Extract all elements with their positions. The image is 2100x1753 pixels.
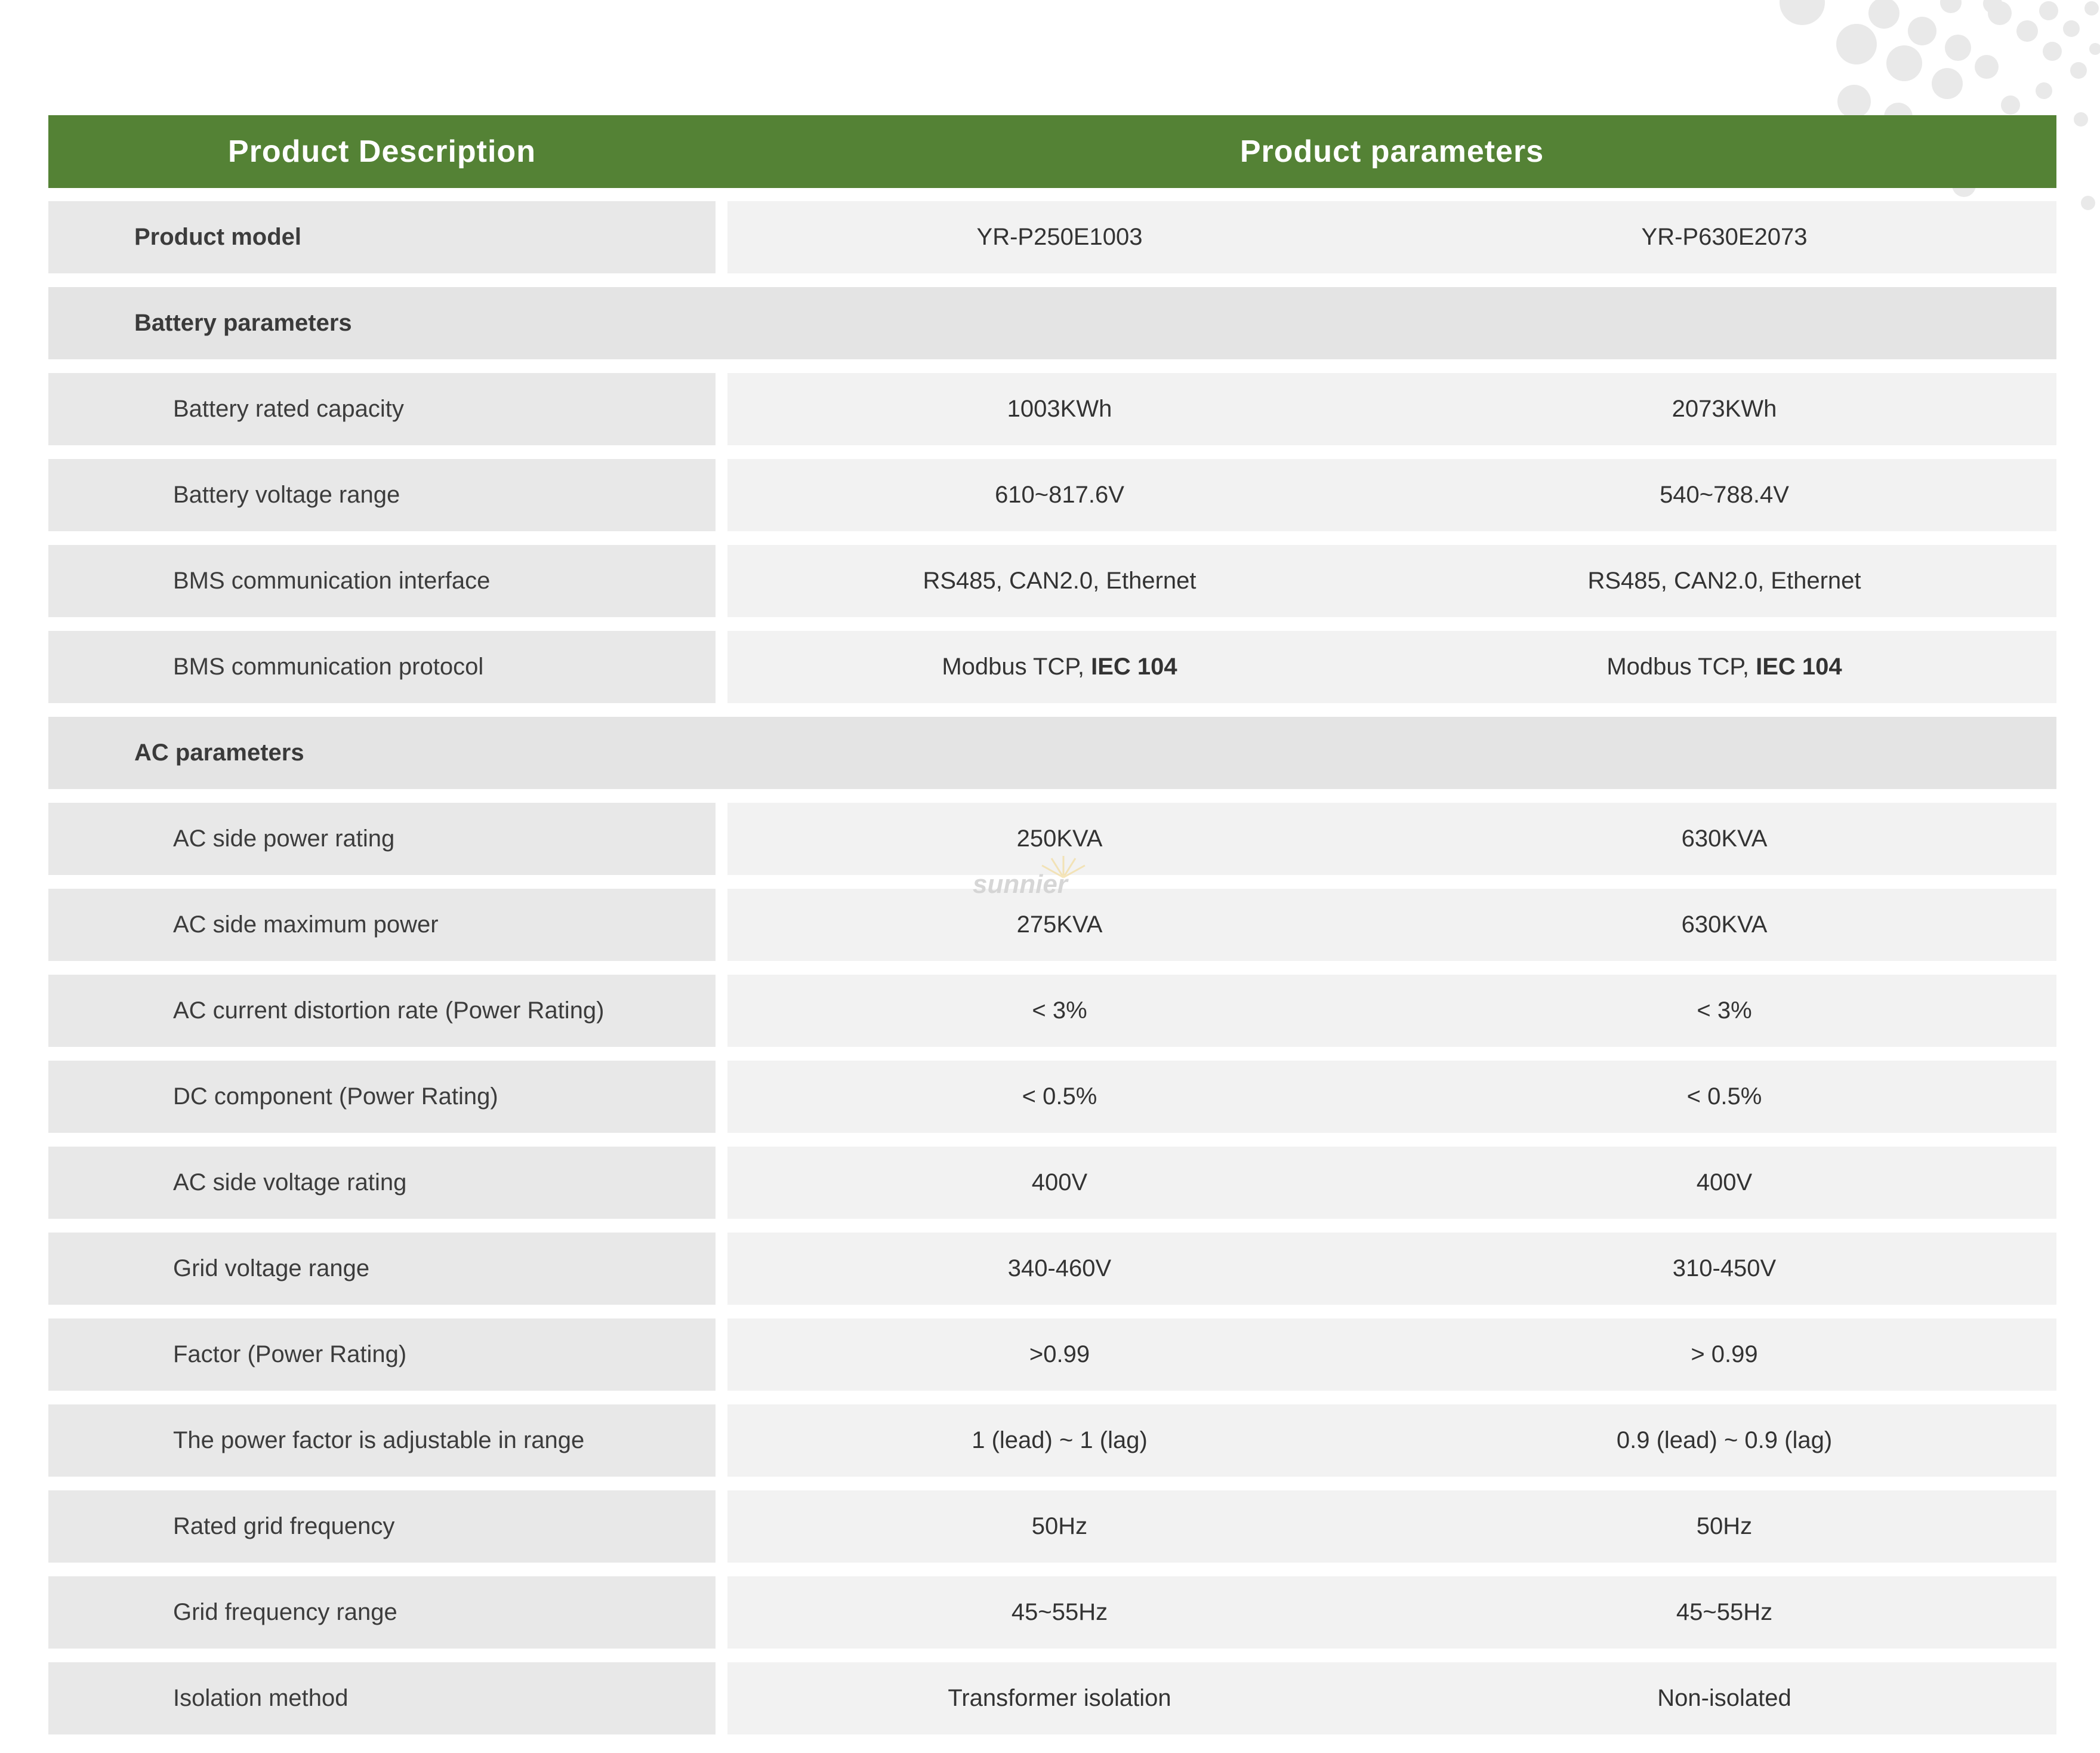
- table-row: [48, 1490, 2056, 1563]
- value-col-1: RS485, CAN2.0, Ethernet: [923, 568, 1197, 594]
- row-values: [727, 459, 2056, 531]
- value-col-2: > 0.99: [1691, 1341, 1758, 1367]
- value-col-2: 0.9 (lead) ~ 0.9 (lag): [1616, 1427, 1833, 1453]
- row-label: Battery rated capacity: [48, 373, 716, 445]
- value-prefix: Modbus TCP,: [942, 654, 1091, 680]
- row-values: [727, 1061, 2056, 1133]
- value-col-2: 630KVA: [1681, 825, 1768, 852]
- row-values: [727, 975, 2056, 1047]
- row-label: Grid voltage range: [48, 1233, 716, 1305]
- value-col-1: >0.99: [1029, 1341, 1090, 1367]
- row-label: Grid frequency range: [48, 1576, 716, 1649]
- table-row: [48, 1576, 2056, 1649]
- value-col-2: Non-isolated: [1657, 1685, 1791, 1711]
- value-col-2: [1392, 631, 2056, 703]
- value-bold: IEC 104: [1756, 654, 1842, 680]
- value-col-2: 310-450V: [1672, 1255, 1777, 1281]
- table-row: [48, 459, 2056, 531]
- row-label: Factor (Power Rating): [48, 1318, 716, 1391]
- header-product-parameters: Product parameters: [1239, 134, 1544, 169]
- value-col-1: [727, 631, 1392, 703]
- value-col-1: 50Hz: [1031, 1513, 1088, 1539]
- table-header: [48, 115, 2056, 188]
- value-col-1: 400V: [1031, 1169, 1088, 1196]
- value-bold: IEC 104: [1091, 654, 1177, 680]
- value-col-1: 1003KWh: [1007, 396, 1112, 422]
- table-row: [48, 1318, 2056, 1391]
- value-col-2: 400V: [1696, 1169, 1753, 1196]
- value-prefix: Modbus TCP,: [1606, 654, 1756, 680]
- value-col-1: 610~817.6V: [995, 482, 1124, 508]
- table-row: [48, 1061, 2056, 1133]
- table-row: [48, 1147, 2056, 1219]
- table-row: [48, 631, 2056, 703]
- row-label: AC side maximum power: [48, 889, 716, 961]
- table-row: [48, 373, 2056, 445]
- value-col-2: 630KVA: [1681, 911, 1768, 938]
- row-label: Battery voltage range: [48, 459, 716, 531]
- value-col-2: < 0.5%: [1686, 1083, 1762, 1110]
- row-label: BMS communication protocol: [48, 631, 716, 703]
- row-label: AC current distortion rate (Power Rating): [48, 975, 716, 1047]
- value-col-1: < 3%: [1032, 997, 1087, 1024]
- value-col-1: Transformer isolation: [948, 1685, 1171, 1711]
- watermark-text: sunnier: [973, 870, 1068, 899]
- value-col-1: 250KVA: [1016, 825, 1103, 852]
- table-row: [48, 975, 2056, 1047]
- row-label: BMS communication interface: [48, 545, 716, 617]
- table-row-product-model: [48, 201, 2056, 273]
- table-row: [48, 1662, 2056, 1734]
- section-ac-parameters: AC parameters: [48, 717, 2056, 789]
- row-values: [727, 1662, 2056, 1734]
- value-col-2: 50Hz: [1696, 1513, 1753, 1539]
- header-product-description: Product Description: [228, 134, 536, 169]
- value-col-2: < 3%: [1697, 997, 1752, 1024]
- row-values: [727, 889, 2056, 961]
- row-values: [727, 1576, 2056, 1649]
- row-values: [727, 1490, 2056, 1563]
- row-label: The power factor is adjustable in range: [48, 1404, 716, 1477]
- value-col-2: RS485, CAN2.0, Ethernet: [1587, 568, 1861, 594]
- table-row: [48, 1233, 2056, 1305]
- value-col-2: 45~55Hz: [1676, 1599, 1773, 1625]
- sunnier-watermark-logo: [968, 854, 1123, 901]
- value-model-1: YR-P250E1003: [976, 224, 1143, 250]
- row-label: AC side voltage rating: [48, 1147, 716, 1219]
- row-values: [727, 1318, 2056, 1391]
- value-col-2: 2073KWh: [1672, 396, 1777, 422]
- table-row: [48, 545, 2056, 617]
- row-values: [727, 1233, 2056, 1305]
- row-values: [727, 803, 2056, 875]
- value-model-2: YR-P630E2073: [1641, 224, 1808, 250]
- row-label: Isolation method: [48, 1662, 716, 1734]
- section-battery-parameters: Battery parameters: [48, 287, 2056, 359]
- row-values: [727, 545, 2056, 617]
- row-values: [727, 1147, 2056, 1219]
- value-col-1: 340-460V: [1007, 1255, 1112, 1281]
- row-label: DC component (Power Rating): [48, 1061, 716, 1133]
- value-col-1: 275KVA: [1016, 911, 1103, 938]
- value-col-1: < 0.5%: [1022, 1083, 1097, 1110]
- table-row: [48, 1404, 2056, 1477]
- row-label: Rated grid frequency: [48, 1490, 716, 1563]
- value-col-1: 45~55Hz: [1011, 1599, 1108, 1625]
- value-col-2: 540~788.4V: [1660, 482, 1789, 508]
- row-values: [727, 201, 2056, 273]
- row-values: [727, 1404, 2056, 1477]
- row-values: [727, 373, 2056, 445]
- row-label: AC side power rating: [48, 803, 716, 875]
- row-values: [727, 631, 2056, 703]
- row-label: Product model: [48, 201, 716, 273]
- value-col-1: 1 (lead) ~ 1 (lag): [972, 1427, 1148, 1453]
